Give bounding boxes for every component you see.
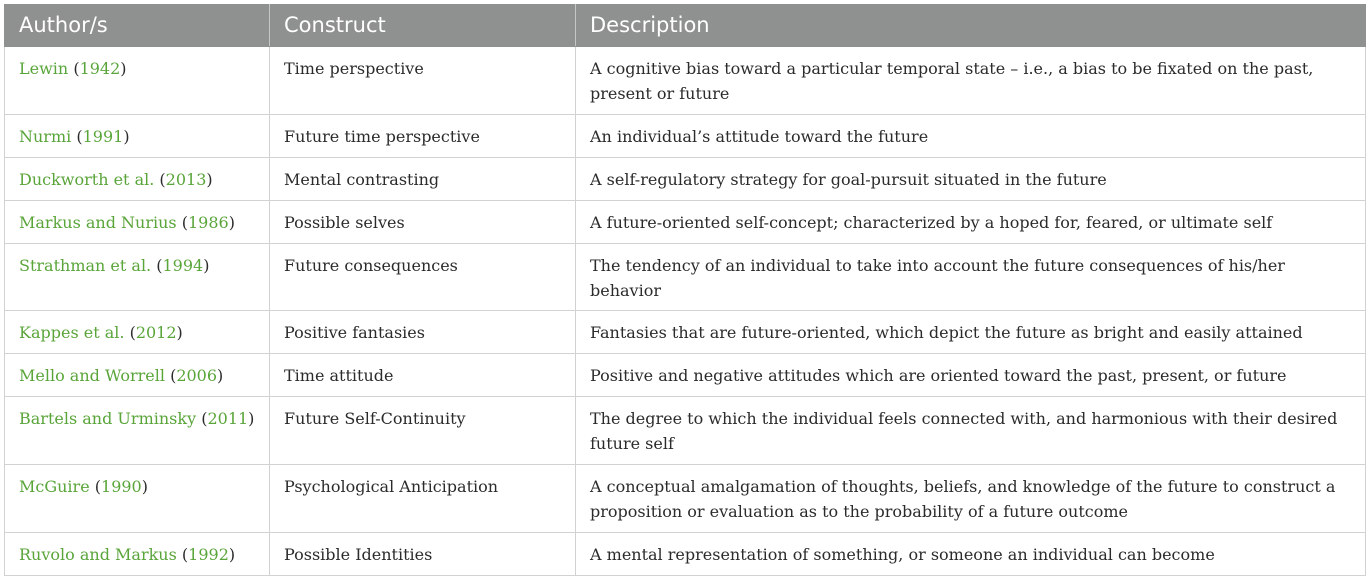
table-row [5,157,1366,200]
description-cell: A cognitive bias toward a particular temporal state – i.e., a bias to be fixated on the past, present or future [576,46,1366,114]
author-link[interactable]: Lewin [19,58,69,78]
year-link[interactable]: 1994 [162,255,204,275]
construct-cell: Future time perspective [270,114,576,157]
author-cell: Mello and Worrell (2006) [5,353,270,396]
header-construct: Construct [270,4,576,46]
year-link[interactable]: 2011 [207,408,249,428]
author-cell: Duckworth et al. (2013) [5,157,270,200]
construct-cell: Mental contrasting [270,157,576,200]
author-link[interactable]: McGuire [19,476,90,496]
author-link[interactable]: Kappes et al. [19,322,125,342]
description-cell: A self-regulatory strategy for goal-pursuit situated in the future [576,157,1366,200]
year-link[interactable]: 2013 [165,169,207,189]
construct-cell: Psychological Anticipation [270,464,576,532]
construct-cell: Time perspective [270,46,576,114]
construct-cell: Future Self-Continuity [270,396,576,464]
description-cell: A mental representation of something, or someone an individual can become [576,532,1366,575]
author-link[interactable]: Nurmi [19,126,72,146]
table-row [5,46,1366,114]
author-link[interactable]: Strathman et al. [19,255,152,275]
author-link[interactable]: Markus and Nurius [19,212,177,232]
table-row [5,114,1366,157]
description-cell: Positive and negative attitudes which are oriented toward the past, present, or future [576,353,1366,396]
table-row [5,396,1366,464]
year-link[interactable]: 2012 [135,322,177,342]
description-cell: A conceptual amalgamation of thoughts, beliefs, and knowledge of the future to construct a proposition or evaluation as to the probability of a future outcome [576,464,1366,532]
year-link[interactable]: 1990 [101,476,142,496]
table-row [5,353,1366,396]
author-cell: Kappes et al. (2012) [5,310,270,353]
table-row [5,310,1366,353]
description-cell: The degree to which the individual feels connected with, and harmonious with their desired future self [576,396,1366,464]
author-cell: Strathman et al. (1994) [5,243,270,310]
author-cell: Markus and Nurius (1986) [5,200,270,243]
construct-cell: Possible Identities [270,532,576,575]
construct-cell: Possible selves [270,200,576,243]
author-cell: Nurmi (1991) [5,114,270,157]
author-cell: McGuire (1990) [5,464,270,532]
year-link[interactable]: 2006 [176,365,218,385]
author-link[interactable]: Mello and Worrell [19,365,165,385]
year-link[interactable]: 1992 [188,544,229,564]
year-link[interactable]: 1986 [187,212,229,232]
description-cell: An individual’s attitude toward the future [576,114,1366,157]
table-row [5,243,1366,310]
header-author: Author/s [5,4,270,46]
table-row [5,532,1366,575]
description-cell: A future-oriented self-concept; characterized by a hoped for, feared, or ultimate self [576,200,1366,243]
author-cell: Bartels and Urminsky (2011) [5,396,270,464]
author-cell: Ruvolo and Markus (1992) [5,532,270,575]
header-description: Description [576,4,1366,46]
author-link[interactable]: Bartels and Urminsky [19,408,197,428]
year-link[interactable]: 1942 [79,58,121,78]
table-header-row [5,4,1366,46]
table-row [5,464,1366,532]
author-link[interactable]: Duckworth et al. [19,169,155,189]
description-cell: Fantasies that are future-oriented, which depict the future as bright and easily attained [576,310,1366,353]
author-cell: Lewin (1942) [5,46,270,114]
author-link[interactable]: Ruvolo and Markus [19,544,177,564]
constructs-table [4,4,1366,576]
construct-cell: Future consequences [270,243,576,310]
construct-cell: Positive fantasies [270,310,576,353]
description-cell: The tendency of an individual to take into account the future consequences of his/her behavior [576,243,1366,310]
construct-cell: Time attitude [270,353,576,396]
year-link[interactable]: 1991 [82,126,124,146]
table-row [5,200,1366,243]
